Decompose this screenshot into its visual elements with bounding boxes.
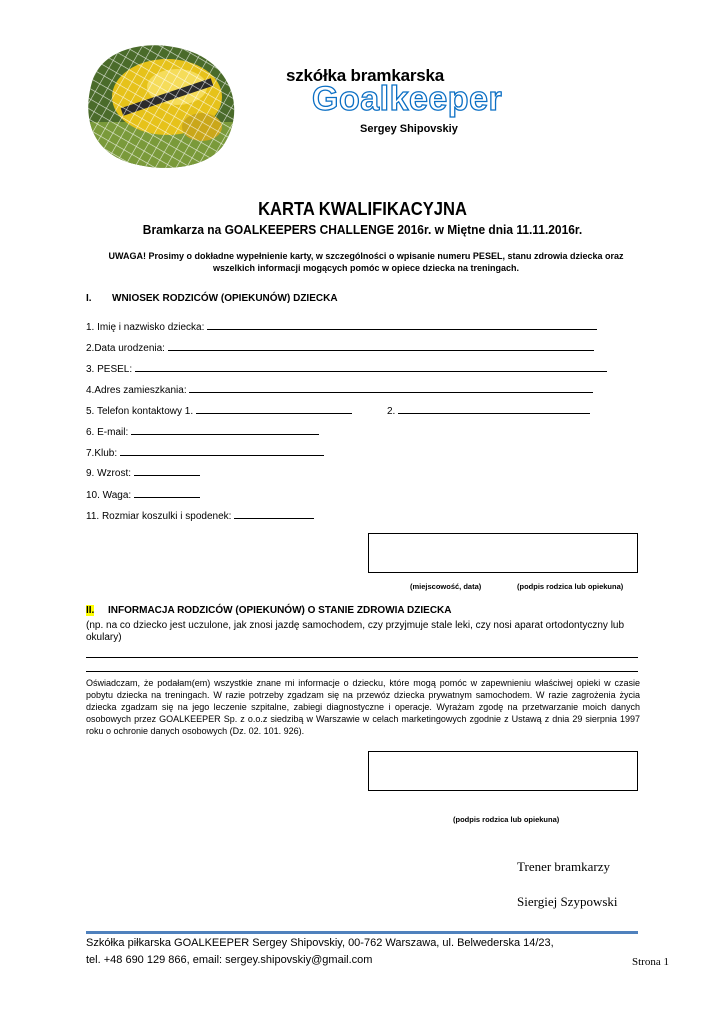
phone1-field[interactable] [86,404,352,417]
consent-declaration: Oświadczam, że podałam(em) wszystkie znane mi informacje o dziecku, które mogą pomóc w zapewnieniu właściwej opieki w czasie pobytu dziecka na treningach. W razie potrzeby zgadzam się na przewóz dziecka prywatnym samochodem. W razie zagrożenia życia dziecka zgadzam się na jego leczenie szpitalne, zabiegi diagnostyczne i operacje. Wyrażam zgodę na przetwarzanie moich danych osobowych przez GOALKEEPER Sp. z o.o.z siedzibą w Warszawie w celach marketingowych zgodnie z Ustawą z dnia 29 sierpnia 1997 roku o ochronie danych osobowych (Dz. 02. 101. 926). [86,678,640,736]
weight-field[interactable] [86,488,200,501]
section2-title: INFORMACJA RODZICÓW (OPIEKUNÓW) O STANIE ZDROWIA DZIECKA [108,605,452,616]
height-field[interactable] [86,466,200,479]
height-line[interactable] [134,466,200,476]
birth-date-line[interactable] [168,341,594,351]
address-label: 4.Adres zamieszkania: [86,385,187,396]
clothing-size-line[interactable] [234,509,314,519]
phone1-line[interactable] [196,404,352,414]
footer-divider [86,931,638,934]
brand-tagline: szkółka bramkarska [286,66,445,85]
weight-line[interactable] [134,488,200,498]
section2-number-wrap [86,605,94,616]
warning-note: UWAGA! Prosimy o dokładne wypełnienie karty, w szczególności o wpisanie numeru PESEL, stanu zdrowia dziecka oraz wszelkich informacji mogących pomóc w opiece dziecka na treningach. [108,251,624,273]
trainer-name: Siergiej Szypowski [517,894,618,909]
health-info-line-1[interactable] [86,657,638,658]
pesel-label: 3. PESEL: [86,364,133,375]
child-name-label: 1. Imię i nazwisko dziecka: [86,322,205,333]
phone2-field[interactable] [387,404,590,417]
footer-address: Szkółka piłkarska GOALKEEPER Sergey Shipovskiy, 00-762 Warszawa, ul. Belwederska 14/23, [86,937,554,949]
footer-phone-email: tel. +48 690 129 866, email: sergey.shipovskiy@gmail.com [86,954,373,966]
address-field[interactable] [86,383,593,396]
pesel-line[interactable] [135,362,607,372]
phone1-label: 5. Telefon kontaktowy 1. [86,406,194,417]
club-field[interactable] [86,446,324,459]
goalkeeper-photo [82,42,242,170]
email-line[interactable] [131,425,319,435]
birth-date-field[interactable] [86,341,594,354]
club-line[interactable] [120,446,324,456]
email-label: 6. E-mail: [86,427,129,438]
section1-title: WNIOSEK RODZICÓW (OPIEKUNÓW) DZIECKA [112,293,338,304]
child-name-field[interactable] [86,320,597,333]
caption-place-date: (miejscowość, data) [410,582,482,591]
section1-number: I. [86,293,92,304]
health-info-line-2[interactable] [86,671,638,672]
page-number: Strona 1 [632,956,669,968]
brand-logo-text: Goalkeeper [312,80,503,118]
phone2-label: 2. [387,406,396,417]
section2-number: II. [86,605,95,616]
document-title: KARTA KWALIFIKACYJNA [258,199,467,219]
brand-owner: Sergey Shipovskiy [360,123,458,135]
birth-date-label: 2.Data urodzenia: [86,343,165,354]
address-line[interactable] [189,383,593,393]
trainer-role: Trener bramkarzy [517,859,611,874]
clothing-size-field[interactable] [86,509,314,522]
health-info-note: (np. na co dziecko jest uczulone, jak znosi jazdę samochodem, czy przyjmuje stale leki, czy nosi aparat ortodontyczny lub okulary) [86,620,625,643]
document-subtitle: Bramkarza na GOALKEEPERS CHALLENGE 2016r. w Miętne dnia 11.11.2016r. [142,222,583,237]
club-label: 7.Klub: [86,448,118,459]
pesel-field[interactable] [86,362,607,375]
caption-parent-signature-1: (podpis rodzica lub opiekuna) [517,582,624,591]
weight-label: 10. Waga: [86,490,132,501]
signature-box-1[interactable] [368,533,638,573]
caption-parent-signature-2: (podpis rodzica lub opiekuna) [453,815,560,824]
child-name-line[interactable] [207,320,597,330]
signature-box-2[interactable] [368,751,638,791]
phone2-line[interactable] [398,404,590,414]
footer-contact [86,935,554,969]
email-field[interactable] [86,425,319,438]
clothing-size-label: 11. Rozmiar koszulki i spodenek: [86,511,232,522]
height-label: 9. Wzrost: [86,468,132,479]
